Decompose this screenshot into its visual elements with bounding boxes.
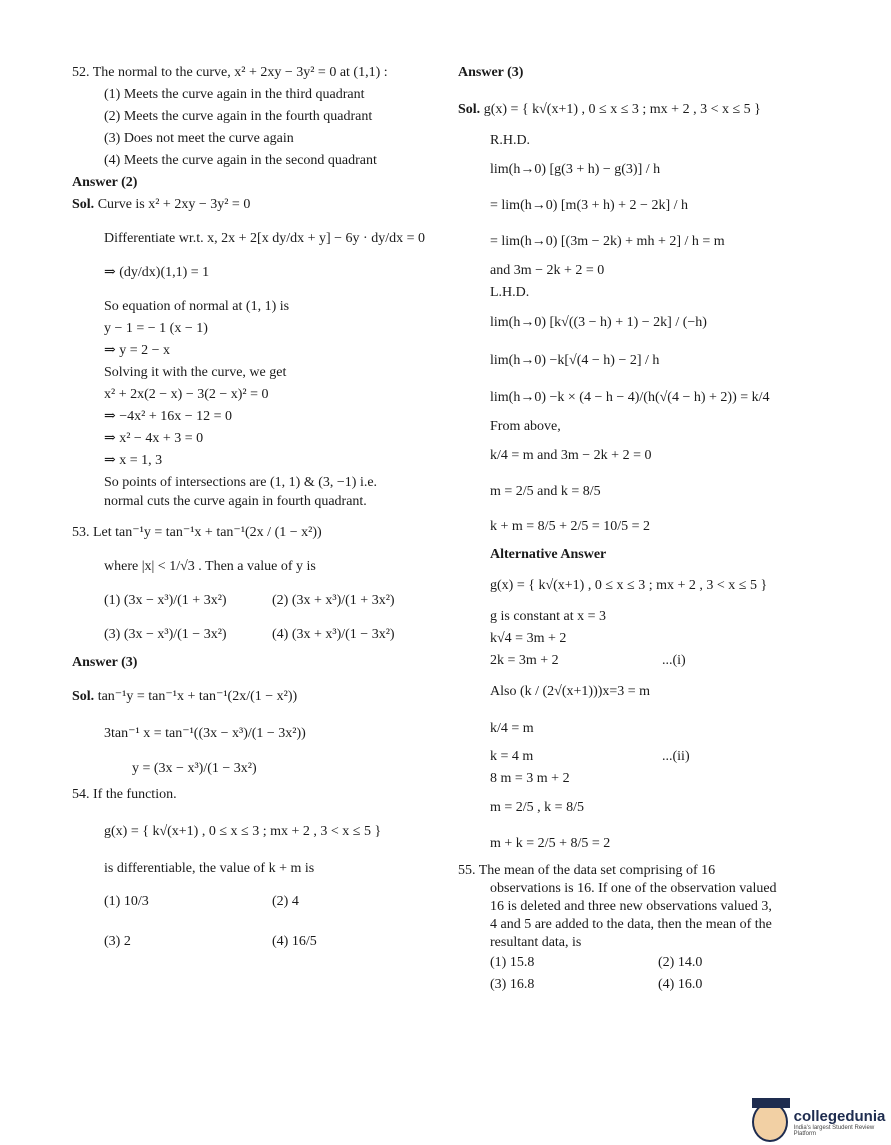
q53-sol-2: 3tan⁻¹ x = tan⁻¹((3x − x³)/(1 − 3x²)): [104, 726, 306, 741]
q53-question: 53. Let tan⁻¹y = tan⁻¹x + tan⁻¹(2x / (1 − x²)): [72, 525, 322, 540]
q54-sol-11: From above,: [490, 419, 561, 434]
q52-line-5: x² + 2x(2 − x) − 3(2 − x)² = 0: [104, 387, 269, 402]
q55-option-2: (2) 14.0: [658, 955, 703, 970]
q54-sol-label: Sol.: [458, 102, 481, 117]
q54-option-2: (2) 4: [272, 894, 299, 909]
q54-sol-9: lim(h→0) −k[√(4 − h) − 2] / h: [490, 353, 660, 368]
q53-sol-3: y = (3x − x³)/(1 − 3x²): [132, 761, 257, 776]
q54-alt-7: k = 4 m: [490, 749, 534, 764]
q55-option-3: (3) 16.8: [490, 977, 535, 992]
q54-sol-13: m = 2/5 and k = 8/5: [490, 484, 601, 499]
q52-question: 52. The normal to the curve, x² + 2xy − 3y² = 0 at (1,1) :: [72, 65, 388, 80]
q53-option-3: (3) (3x − x³)/(1 − 3x²): [104, 627, 227, 642]
q52-line-4: Solving it with the curve, we get: [104, 365, 287, 380]
q54-sol-7: L.H.D.: [490, 285, 530, 300]
q52-line-9: So points of intersections are (1, 1) & (3, −1) i.e.: [104, 475, 378, 490]
q55-line-2: observations is 16. If one of the observation valued: [490, 881, 777, 896]
q54-sol-6: and 3m − 2k + 2 = 0: [490, 263, 605, 278]
q54-sol-5: = lim(h→0) [(3m − 2k) + mh + 2] / h = m: [490, 234, 725, 249]
logo-name: collegedunia: [793, 1107, 886, 1125]
q54-sol-2: R.H.D.: [490, 133, 531, 148]
q53-option-1: (1) (3x − x³)/(1 + 3x²): [104, 593, 227, 608]
q54-option-3: (3) 2: [104, 934, 131, 949]
q54-sol-1: g(x) = { k√(x+1) , 0 ≤ x ≤ 3 ; mx + 2 , 3 < x ≤ 5 }: [483, 102, 761, 117]
q54-option-4: (4) 16/5: [272, 934, 317, 949]
q54-answer: Answer (3): [458, 65, 524, 80]
student-mascot-icon: [752, 1102, 788, 1142]
q52-answer: Answer (2): [72, 175, 138, 190]
q52-sol-first: Curve is x² + 2xy − 3y² = 0: [97, 197, 251, 212]
q52-line-8: ⇒ x = 1, 3: [104, 453, 163, 468]
q54-question: 54. If the function.: [72, 787, 177, 802]
q53-option-4: (4) (3x + x³)/(1 − 3x²): [272, 627, 395, 642]
q54-alt-9: m = 2/5 , k = 8/5: [490, 800, 584, 815]
q55-option-1: (1) 15.8: [490, 955, 535, 970]
graduation-cap-icon: [752, 1098, 790, 1108]
q54-option-1: (1) 10/3: [104, 894, 149, 909]
q54-g-def: g(x) = { k√(x+1) , 0 ≤ x ≤ 3 ; mx + 2 , 3 < x ≤ 5 }: [104, 824, 382, 839]
q54-sol-10: lim(h→0) −k × (4 − h − 4)/(h(√(4 − h) + 2)) = k/4: [490, 390, 770, 405]
logo-tagline: India's largest Student Review Platform: [793, 1124, 875, 1137]
q52-sol-label: Sol.: [72, 197, 95, 212]
q55-line-4: 4 and 5 are added to the data, then the mean of the: [490, 917, 772, 932]
q52-option-3: (3) Does not meet the curve again: [104, 131, 294, 146]
q55-line-3: 16 is deleted and three new observations valued 3,: [490, 899, 772, 914]
q55-line-1: 55. The mean of the data set comprising of 16: [458, 863, 716, 878]
left-column: [72, 62, 444, 960]
q54-alt-6: k/4 = m: [490, 721, 534, 736]
q52-line-10: normal cuts the curve again in fourth quadrant.: [104, 494, 367, 509]
q54-sol-8: lim(h→0) [k√((3 − h) + 1) − 2k] / (−h): [490, 315, 707, 330]
q54-alt-1: g(x) = { k√(x+1) , 0 ≤ x ≤ 3 ; mx + 2 , 3 < x ≤ 5 }: [490, 578, 768, 593]
q54-sol-12: k/4 = m and 3m − 2k + 2 = 0: [490, 448, 652, 463]
q54-alt-4: 2k = 3m + 2: [490, 653, 559, 668]
q54-alt-10: m + k = 2/5 + 8/5 = 2: [490, 836, 611, 851]
q55-line-5: resultant data, is: [490, 935, 582, 950]
q52-line-7: ⇒ x² − 4x + 3 = 0: [104, 431, 204, 446]
q52-option-2: (2) Meets the curve again in the fourth quadrant: [104, 109, 373, 124]
q54-alt-8: 8 m = 3 m + 2: [490, 771, 570, 786]
q52-line-6: ⇒ −4x² + 16x − 12 = 0: [104, 409, 233, 424]
q54-tag-i: ...(i): [662, 653, 686, 668]
q54-tag-ii: ...(ii): [662, 749, 690, 764]
q54-alt-2: g is constant at x = 3: [490, 609, 606, 624]
q52-slope: ⇒ (dy/dx)(1,1) = 1: [104, 265, 210, 280]
q52-line-1: So equation of normal at (1, 1) is: [104, 299, 290, 314]
q54-sol-14: k + m = 8/5 + 2/5 = 10/5 = 2: [490, 519, 651, 534]
q53-sol-label: Sol.: [72, 689, 95, 704]
q53-option-2: (2) (3x + x³)/(1 + 3x²): [272, 593, 395, 608]
q55-option-4: (4) 16.0: [658, 977, 703, 992]
q52-option-1: (1) Meets the curve again in the third quadrant: [104, 87, 365, 102]
q53-sol-1: tan⁻¹y = tan⁻¹x + tan⁻¹(2x/(1 − x²)): [97, 689, 298, 704]
q54-alt-title: Alternative Answer: [490, 547, 607, 562]
q52-differentiate: Differentiate wr.t. x, 2x + 2[x dy/dx + y] − 6y · dy/dx = 0: [104, 231, 425, 246]
q54-alt-5: Also (k / (2√(x+1)))x=3 = m: [490, 684, 651, 699]
q54-is-diff: is differentiable, the value of k + m is: [104, 861, 315, 876]
q54-alt-3: k√4 = 3m + 2: [490, 631, 567, 646]
q53-answer: Answer (3): [72, 655, 138, 670]
collegedunia-logo: [752, 1102, 891, 1142]
q52-line-3: ⇒ y = 2 − x: [104, 343, 171, 358]
q54-sol-3: lim(h→0) [g(3 + h) − g(3)] / h: [490, 162, 661, 177]
q52-line-2: y − 1 = − 1 (x − 1): [104, 321, 208, 336]
q53-where: where |x| < 1/√3 . Then a value of y is: [104, 559, 316, 574]
q54-sol-4: = lim(h→0) [m(3 + h) + 2 − 2k] / h: [490, 198, 689, 213]
right-column: [458, 62, 830, 996]
logo-text: [794, 1108, 891, 1137]
q52-option-4: (4) Meets the curve again in the second quadrant: [104, 153, 377, 168]
